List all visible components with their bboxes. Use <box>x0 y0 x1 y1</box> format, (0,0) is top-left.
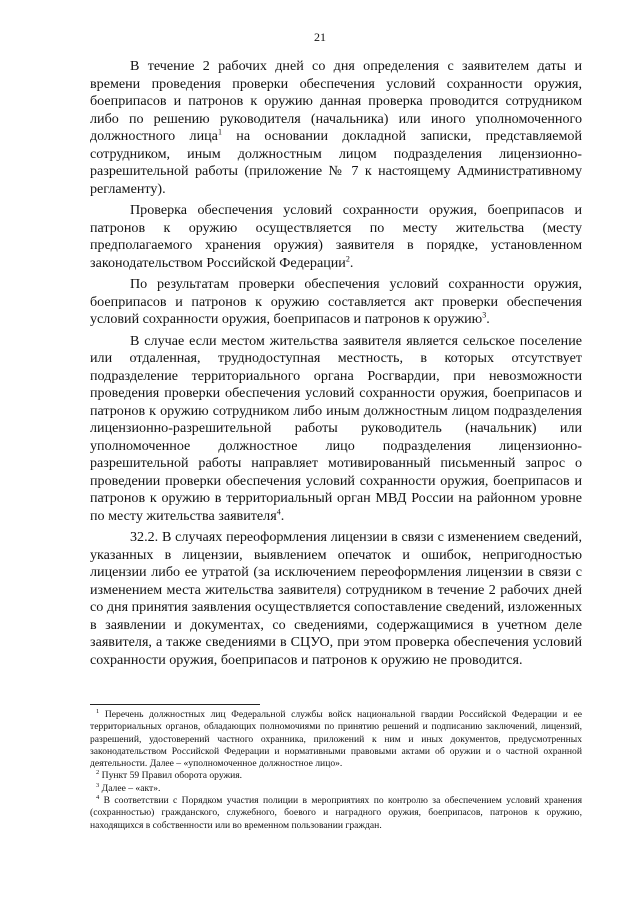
paragraph-tail: . <box>486 311 490 327</box>
paragraph <box>90 276 582 329</box>
footnote-text: Перечень должностных лиц Федеральной службы войск национальной гвардии Российской Федерации и ее территориальных органов, обладающих полномочиями по принятию решений и подписанию заключений, лицензий, разрешений, удостоверений частного охранника, приложений к ним и иных документов, предусмотренных законодательством Российской Федерации и нормативными правовыми актами об оружии и о частной охранной деятельности. Далее – «уполномоченное должностное лицо». <box>90 709 582 770</box>
footnote <box>90 783 582 795</box>
footnote-mark: 1 <box>96 707 100 715</box>
paragraph-text: В случае если местом жительства заявителя является сельское поселение или отдаленная, труднодоступная местность, в которых отсутствует подразделение территориального органа Росгвардии, при невозможности проведения проверки обеспечения условий сохранности оружия, боеприпасов и патронов к оружию сотрудником либо иным должностным лицом подразделения лицензионно-разрешительной работы руководитель (начальник) или уполномоченное должностное лицо подразделения лицензионно-разрешительной работы направляет мотивированный письменный запрос о проведении проверки обеспечения условий сохранности оружия, боеприпасов и патронов к оружию в территориальный орган МВД России на районном уровне по месту жительства заявителя <box>90 332 582 524</box>
footnote-text: Пункт 59 Правил оборота оружия. <box>99 770 243 782</box>
paragraph <box>90 58 582 198</box>
footnote-text: В соответствии с Порядком участия полиции в мероприятиях по контролю за обеспечением условий хранения (сохранностью) гражданского, служебного, боевого и наградного оружия, боеприпасов, патронов к оружию, находящихся в собственности или во временном пользовании граждан. <box>90 795 582 831</box>
footnote-ref: 3 <box>482 310 487 320</box>
paragraph-text: 32.2. В случаях переоформления лицензии в связи с изменением сведений, указанных в лицензии, выявлением опечаток и ошибок, непригодностью лицензии либо ее утратой (за исключением переоформления лицензии в связи с изменением места жительства заявителя) сотрудником в течение 2 рабочих дней со дня принятия заявления осуществляется сопоставление сведений, изложенных в заявлении и документах, со сведениями, содержащимися в учетном деле заявителя, а также сведениями в СЦУО, при этом проверка обеспечения условий сохранности оружия, боеприпасов и патронов к оружию не проводится. <box>90 529 582 668</box>
footnote-mark: 3 <box>96 781 100 789</box>
footnote-mark: 2 <box>96 769 100 777</box>
paragraph-tail: . <box>349 254 354 271</box>
footnote-mark: 4 <box>96 793 100 801</box>
paragraph-text: Проверка обеспечения условий сохранности оружия, боеприпасов и патронов к оружию осуществляется по месту жительства (месту предполагаемого хранения оружия) заявителя в порядке, установленном законодательством Российской Федерации <box>90 202 582 271</box>
footnote <box>90 795 582 832</box>
footnote <box>90 709 582 770</box>
paragraph <box>90 202 582 272</box>
footnotes <box>90 704 582 832</box>
footnote <box>90 770 582 782</box>
footnote-ref: 1 <box>217 127 222 137</box>
footnote-separator <box>90 704 260 705</box>
paragraph-text: По результатам проверки обеспечения условий сохранности оружия, боеприпасов и патронов к оружию составляется акт проверки обеспечения условий сохранности оружия, боеприпасов и патронов к оружию <box>90 276 582 327</box>
paragraph <box>90 529 582 669</box>
paragraph-tail: на основании докладной записки, представляемой сотрудником, иным должностным лицом подразделения лицензионно-разрешительной работы (приложение № 7 к настоящему Административному регламенту). <box>90 128 582 197</box>
paragraph-tail: . <box>280 507 285 524</box>
footnote-ref: 4 <box>276 506 281 516</box>
page-number: 21 <box>314 30 326 44</box>
footnote-ref: 2 <box>345 253 350 263</box>
document-body <box>90 58 582 673</box>
paragraph-text: В течение 2 рабочих дней со дня определения с заявителем даты и времени проведения проверки обеспечения условий сохранности оружия, боеприпасов и патронов к оружию данная проверка проводится сотрудником либо по решению руководителя (начальника) или иного уполномоченного должностного лица <box>90 58 582 144</box>
paragraph <box>90 333 582 526</box>
footnote-text: Далее – «акт». <box>99 782 161 794</box>
